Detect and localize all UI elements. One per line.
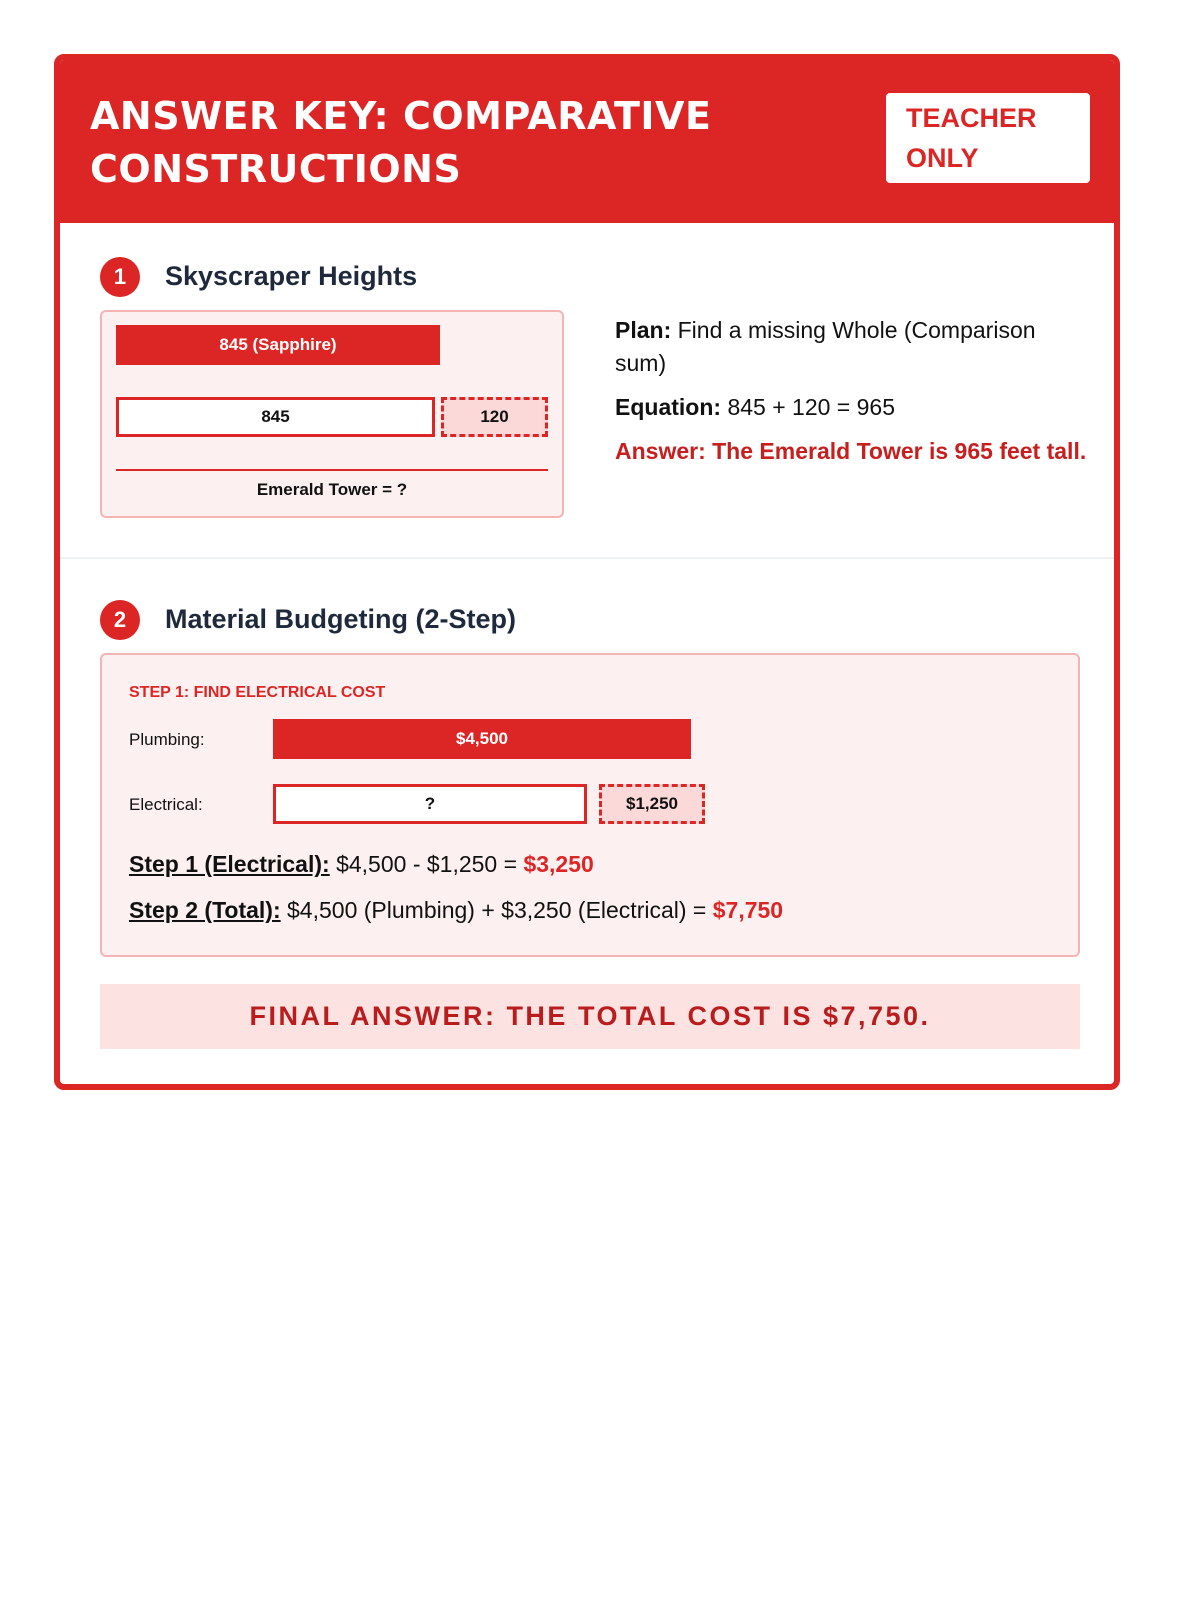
header-banner: [60, 60, 1114, 223]
problem-1-number: 1: [100, 257, 140, 297]
section-divider: [60, 557, 1114, 559]
plumbing-bar: $4,500: [273, 719, 691, 759]
step-2-result: $7,750: [712, 897, 784, 923]
problem-1-bar-model: [100, 310, 564, 518]
step-1-label: Step 1 (Electrical):: [129, 851, 330, 877]
problem-2-number: 2: [100, 600, 140, 640]
step-1-heading: STEP 1: FIND ELECTRICAL COST: [129, 684, 386, 701]
plan-text: Find a missing Whole (Comparison sum): [615, 317, 1036, 376]
teacher-only-badge: TEACHER ONLY: [886, 93, 1090, 183]
problem-2-title: Material Budgeting (2-Step): [165, 604, 517, 634]
step-2-line: [129, 897, 783, 924]
difference-bar: $1,250: [599, 784, 705, 824]
equation-text: 845 + 120 = 965: [727, 394, 895, 420]
plan-label: Plan:: [615, 317, 672, 343]
step-1-line: [129, 851, 594, 878]
step-2-label: Step 2 (Total):: [129, 897, 281, 923]
equation-line: [615, 391, 1055, 424]
plan-line: [615, 314, 1055, 380]
sapphire-bar: 845 (Sapphire): [116, 325, 440, 365]
electrical-bar: ?: [273, 784, 587, 824]
equation-label: Equation:: [615, 394, 722, 420]
step-1-expression: $4,500 - $1,250 =: [336, 851, 518, 877]
step-1-result: $3,250: [523, 851, 594, 877]
page-title: ANSWER KEY: COMPARATIVE CONSTRUCTIONS: [90, 94, 712, 191]
step-2-expression: $4,500 (Plumbing) + $3,250 (Electrical) =: [287, 897, 707, 923]
answer-key-card: [54, 54, 1120, 1090]
total-bracket-line: [116, 469, 548, 471]
problem-2-panel: [100, 653, 1080, 957]
emerald-extra-bar: 120: [441, 397, 548, 437]
problem-1-answer: Answer: The Emerald Tower is 965 feet tall.: [615, 438, 1087, 464]
emerald-base-bar: 845: [116, 397, 435, 437]
emerald-total-label: Emerald Tower = ?: [256, 480, 408, 499]
electrical-label: Electrical:: [129, 795, 203, 814]
final-answer-banner: FINAL ANSWER: THE TOTAL COST IS $7,750.: [100, 984, 1080, 1049]
problem-1-title: Skyscraper Heights: [165, 261, 418, 291]
plumbing-label: Plumbing:: [129, 730, 205, 749]
